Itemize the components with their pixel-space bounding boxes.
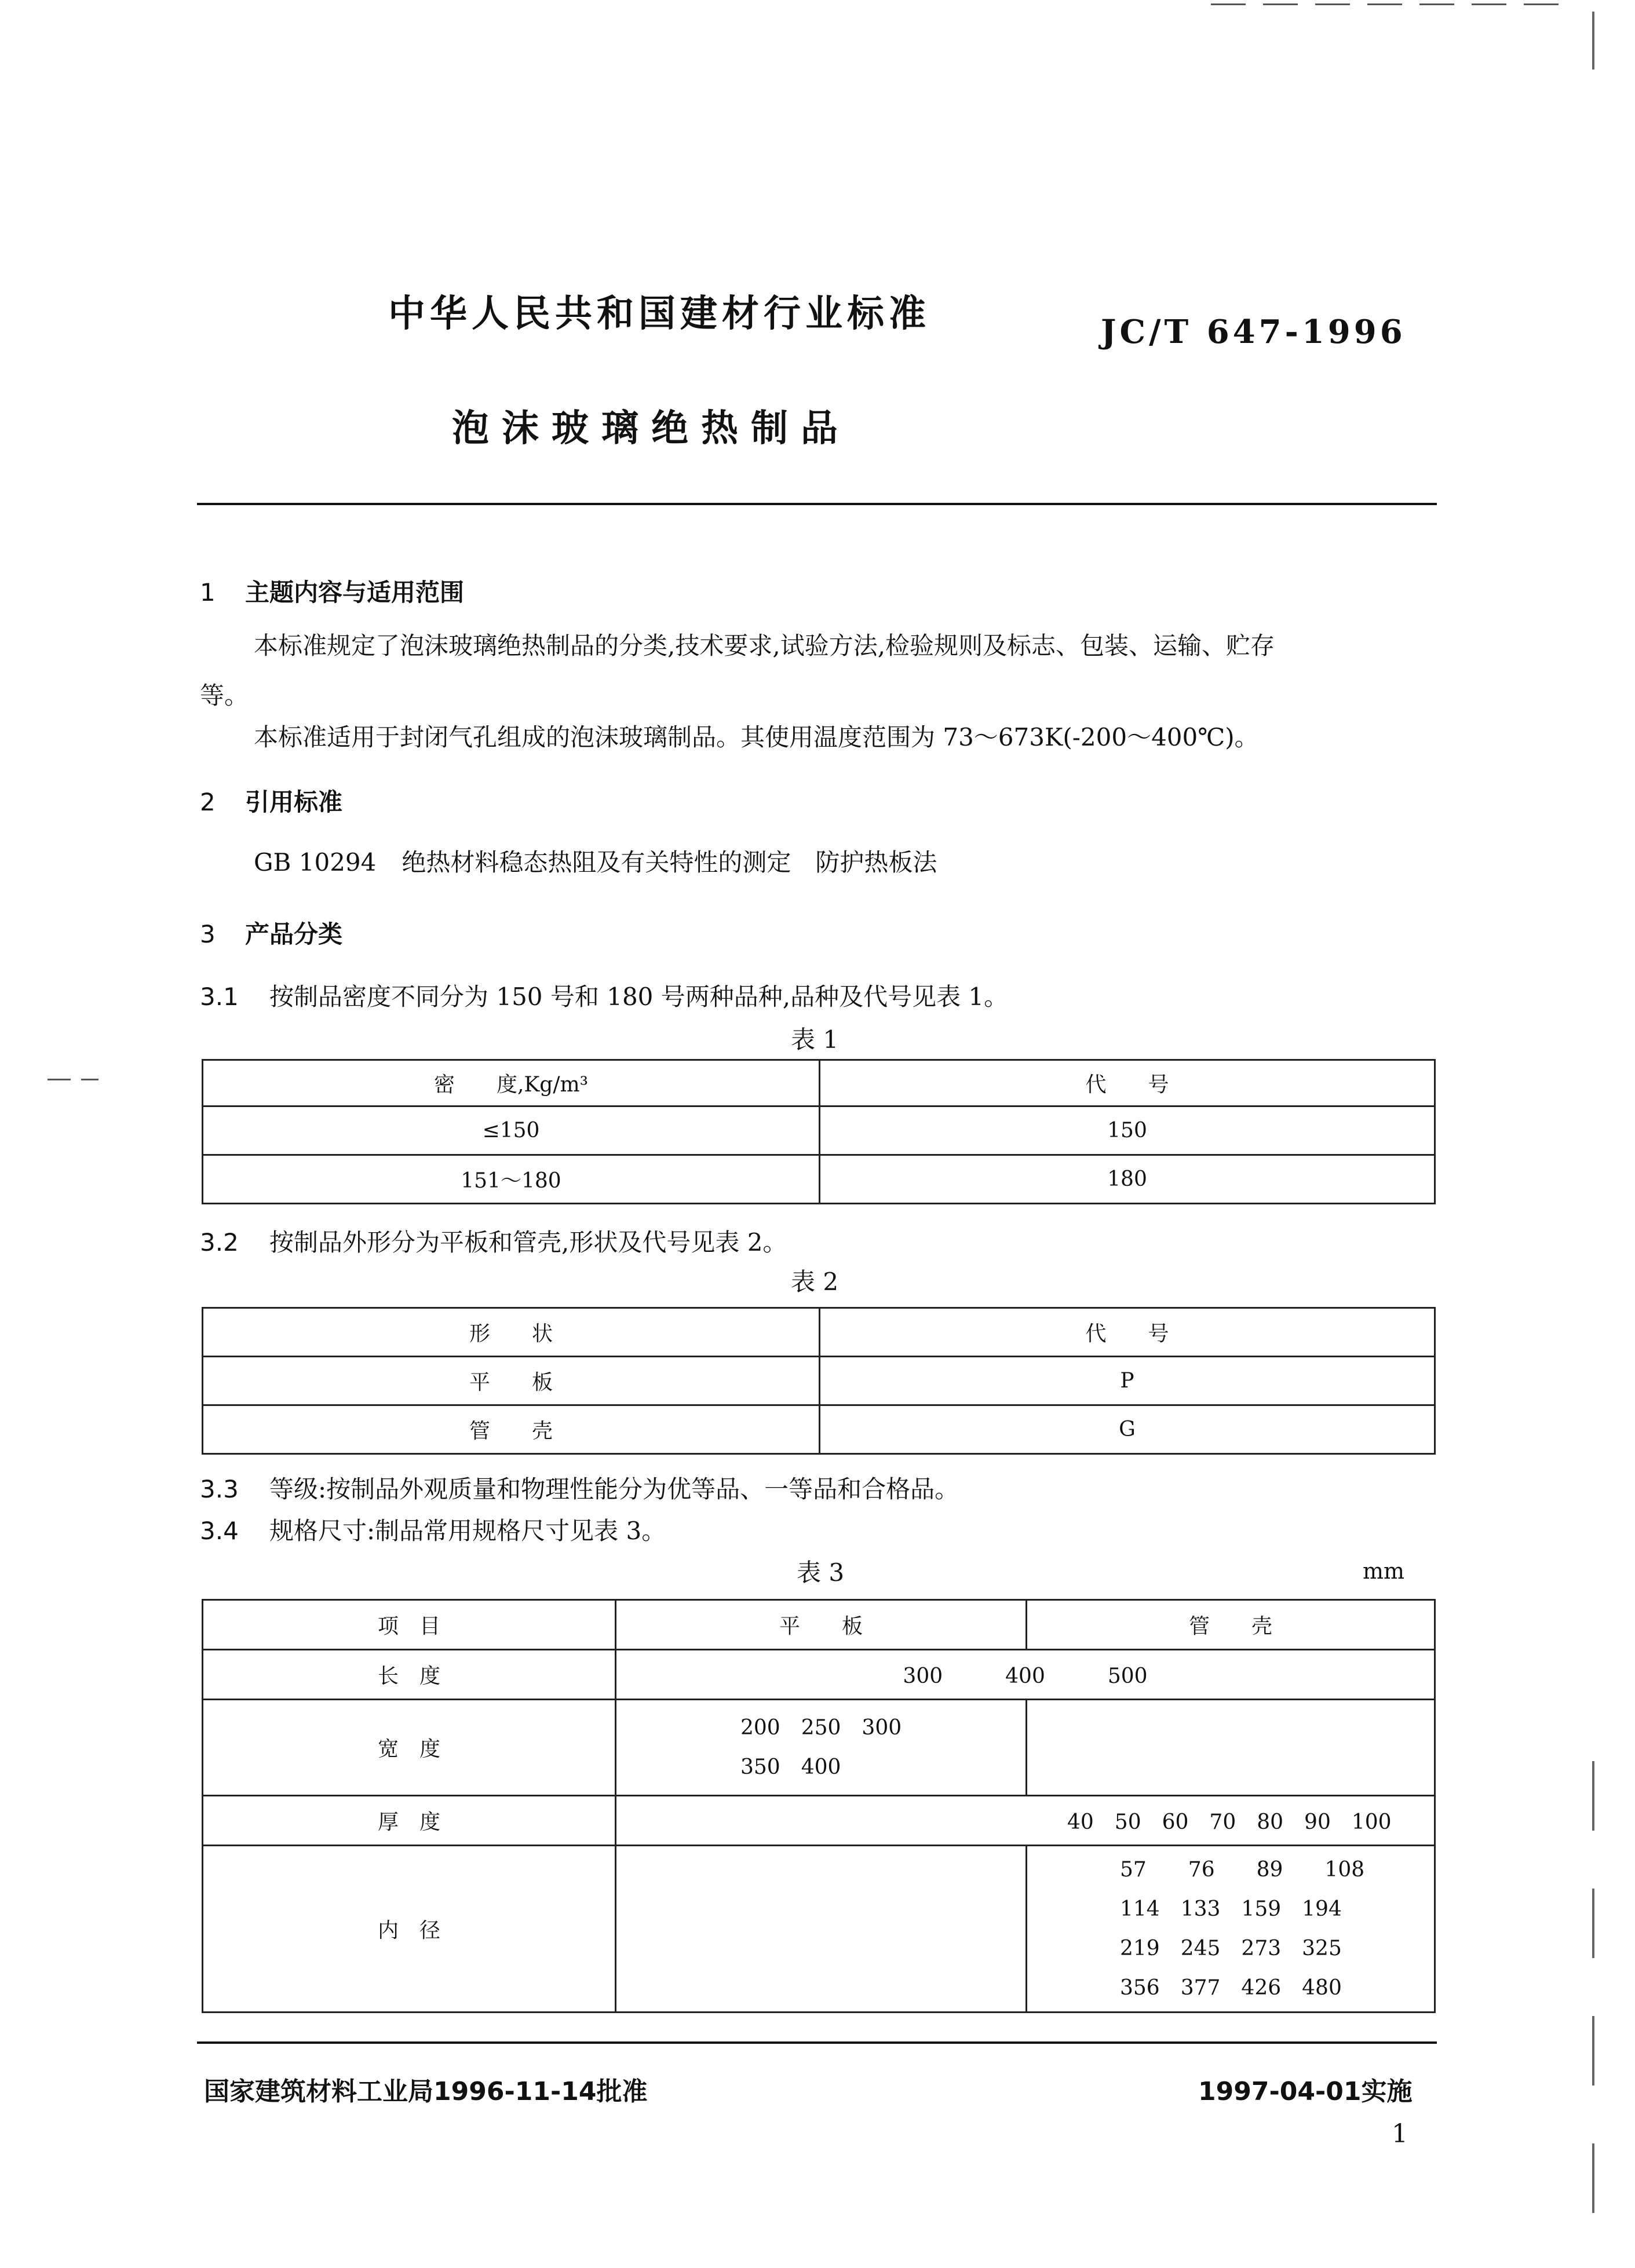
scan-mark [1211,3,1246,5]
header-cell: 管 壳 [1027,1600,1435,1650]
scan-mark [1524,3,1559,5]
table-cell: 180 [820,1155,1435,1204]
empty-cell [1027,1700,1435,1796]
table-cell: 150 [820,1106,1435,1155]
clause-number: 3.4 [200,1517,239,1545]
width-values [616,1700,1027,1796]
table-3-caption: 表 3 [797,1558,845,1587]
empty-cell [616,1846,1027,2013]
header-cell: 项 目 [203,1600,616,1650]
table-cell: 151～180 [203,1155,820,1204]
table-cell: P [820,1357,1435,1405]
reference-title: 绝热材料稳态热阻及有关特性的测定 防护热板法 [402,848,937,876]
clause-number: 3.2 [200,1228,239,1257]
length-values: 300 400 500 [616,1650,1435,1700]
inner-diameter-values [1027,1846,1435,2013]
section-3-heading [200,915,342,950]
reference-code: GB 10294 [254,848,377,876]
inner-line: 356 377 426 480 [1120,1975,1342,2000]
header-cell: 密 度,Kg/m³ [203,1060,820,1106]
clause-3-4 [200,1512,666,1547]
table-row [203,1155,1435,1204]
table-row [203,1357,1435,1405]
table-header-row [203,1308,1435,1357]
table-1-caption: 表 1 [791,1025,839,1054]
table-cell: G [820,1405,1435,1454]
inner-line: 219 245 273 325 [1120,1936,1342,1960]
row-label: 内 径 [203,1846,616,2013]
header-cell: 代 号 [820,1060,1435,1106]
width-line: 350 400 [740,1755,841,1779]
section-number: 2 [200,788,216,816]
clause-text: 等级:按制品外观质量和物理性能分为优等品、一等品和合格品。 [269,1475,959,1503]
section-title: 主题内容与适用范围 [245,578,465,607]
scan-mark [1472,3,1506,5]
table-3-unit: mm [1363,1558,1405,1584]
width-line: 200 250 300 [740,1715,902,1740]
clause-3-2 [200,1224,787,1258]
reference-entry [254,843,937,878]
section-number: 3 [200,920,216,948]
table-2 [202,1307,1436,1455]
agency-title: 中华人民共和国建材行业标准 [388,293,930,335]
clause-3-3 [200,1470,959,1505]
thickness-values: 40 50 60 70 80 90 100 [616,1796,1435,1846]
table-row [203,1650,1435,1700]
scan-mark [1367,3,1402,5]
effective-date: 1997-04-01实施 [1198,2077,1413,2106]
paragraph: 本标准适用于封闭气孔组成的泡沫玻璃制品。其使用温度范围为 73～673K(-200～400℃)。 [254,723,1259,751]
section-title: 引用标准 [245,788,343,816]
row-label: 厚 度 [203,1796,616,1846]
scan-mark [48,1079,71,1080]
inner-line: 114 133 159 194 [1120,1897,1342,1921]
clause-number: 3.1 [200,983,239,1011]
clause-number: 3.3 [200,1475,239,1503]
section-title: 产品分类 [245,920,343,948]
scan-mark [1263,3,1298,5]
scan-mark [1592,12,1594,70]
table-row [203,1846,1435,2013]
header-cell: 平 板 [616,1600,1027,1650]
table-row [203,1405,1435,1454]
section-number: 1 [200,578,216,607]
table-header-row [203,1600,1435,1650]
paragraph-continued: 等。 [200,681,249,710]
table-row [203,1796,1435,1846]
table-3 [202,1599,1436,2013]
page-number: 1 [1392,2119,1408,2149]
header-cell: 代 号 [820,1308,1435,1357]
standard-code: JC/T 647-1996 [1101,313,1406,351]
table-cell: ≤150 [203,1106,820,1155]
table-row [203,1106,1435,1155]
inner-line: 57 76 89 108 [1120,1857,1365,1882]
table-row [203,1700,1435,1796]
scan-mark [1592,2016,1594,2086]
clause-text: 规格尺寸:制品常用规格尺寸见表 3。 [269,1517,666,1545]
section-2-heading [200,783,342,818]
scan-mark [1592,1761,1594,1831]
clause-text: 按制品密度不同分为 150 号和 180 号两种品种,品种及代号见表 1。 [269,983,1009,1011]
approval-note: 国家建筑材料工业局1996-11-14批准 [204,2077,648,2106]
scan-mark [1315,3,1350,5]
table-2-caption: 表 2 [791,1268,839,1296]
table-cell: 管 壳 [203,1405,820,1454]
header-rule [197,503,1437,505]
scan-mark [1592,1889,1594,1958]
paragraph: 本标准规定了泡沫玻璃绝热制品的分类,技术要求,试验方法,检验规则及标志、包装、运输、贮存 [254,631,1275,660]
clause-3-1 [200,978,1008,1013]
clause-text: 按制品外形分为平板和管壳,形状及代号见表 2。 [269,1228,787,1257]
header-cell: 形 状 [203,1308,820,1357]
table-cell: 平 板 [203,1357,820,1405]
footer-rule [197,2041,1437,2044]
section-1-heading [200,574,464,608]
scan-mark [1419,3,1454,5]
row-label: 长 度 [203,1650,616,1700]
table-1 [202,1059,1436,1204]
scan-mark [81,1079,98,1080]
scan-mark [1592,2143,1594,2213]
row-label: 宽 度 [203,1700,616,1796]
document-title: 泡沫玻璃绝热制品 [452,407,851,450]
table-header-row [203,1060,1435,1106]
